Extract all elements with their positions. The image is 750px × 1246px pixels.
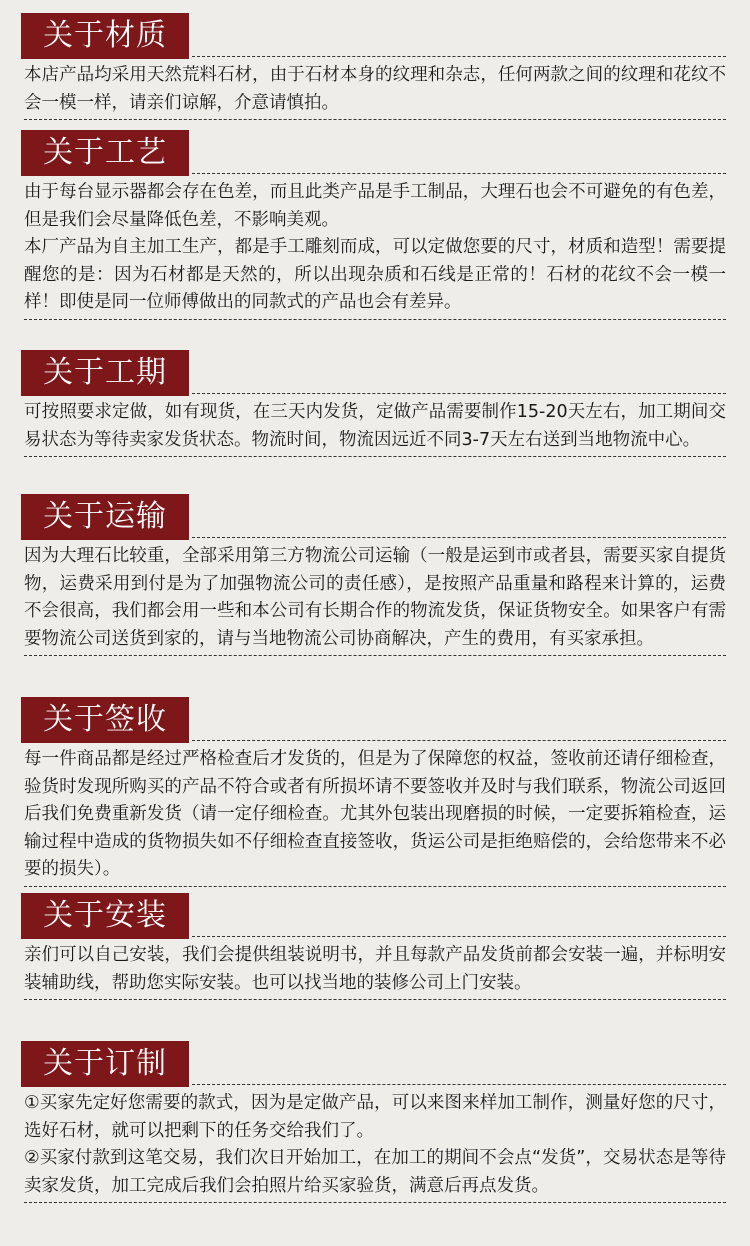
section-body: 因为大理石比较重，全部采用第三方物流公司运输（一般是运到市或者县，需要买家自提货物，运费采用到付是为了加强物流公司的责任感），是按照产品重量和路程来计算的，运费不会很高，我们都会用一些和本公司有长期合作的物流发货，保证货物安全。如果客户有需要物流公司送货到家的，请与当地物流公司协商解决，产生的费用，有买家承担。 xyxy=(24,546,726,649)
section-title: 关于工期 xyxy=(21,350,189,396)
section-schedule xyxy=(0,350,750,457)
dashed-divider xyxy=(24,999,726,1000)
section-customization xyxy=(0,1041,750,1203)
dashed-divider xyxy=(24,319,726,320)
section-material xyxy=(0,13,750,120)
dashed-divider xyxy=(192,537,726,538)
section-title: 关于运输 xyxy=(21,494,189,540)
dashed-divider xyxy=(192,740,726,741)
dashed-divider xyxy=(24,1202,726,1203)
dashed-divider xyxy=(192,173,726,174)
section-header xyxy=(0,350,750,396)
section-title: 关于工艺 xyxy=(21,130,189,176)
section-body: ①买家先定好您需要的款式，因为是定做产品，可以来图来样加工制作，测量好您的尺寸，选好石材，就可以把剩下的任务交给我们了。 ②买家付款到这笔交易，我们次日开始加工，在加工的期间不会点“发货”，交易状态是等待卖家发货，加工完成后我们会拍照片给买家验货，满意后再点发货。 xyxy=(24,1093,726,1196)
section-body: 由于每台显示器都会存在色差，而且此类产品是手工制品，大理石也会不可避免的有色差，但是我们会尽量降低色差，不影响美观。 本厂产品为自主加工生产，都是手工雕刻而成，可以定做您要的尺寸，材质和造型！需要提醒您的是：因为石材都是天然的，所以出现杂质和石线是正常的！石材的花纹不会一模一样！即使是同一位师傅做出的同款式的产品也会有差异。 xyxy=(24,182,726,312)
section-craft xyxy=(0,130,750,320)
dashed-divider xyxy=(192,936,726,937)
section-header xyxy=(0,130,750,176)
section-header xyxy=(0,893,750,939)
section-body: 亲们可以自己安装，我们会提供组装说明书，并且每款产品发货前都会安装一遍，并标明安装辅助线，帮助您实际安装。也可以找当地的装修公司上门安装。 xyxy=(24,945,726,993)
section-title: 关于订制 xyxy=(21,1041,189,1087)
dashed-divider xyxy=(192,393,726,394)
section-header xyxy=(0,1041,750,1087)
dashed-divider xyxy=(192,56,726,57)
section-body: 每一件商品都是经过严格检查后才发货的，但是为了保障您的权益，签收前还请仔细检查，验货时发现所购买的产品不符合或者有所损坏请不要签收并及时与我们联系，物流公司返回后我们免费重新发货（请一定仔细检查。尤其外包装出现磨损的时候，一定要拆箱检查，运输过程中造成的货物损失如不仔细检查直接签收，货运公司是拒绝赔偿的，会给您带来不必要的损失）。 xyxy=(24,749,726,879)
section-header xyxy=(0,494,750,540)
section-header xyxy=(0,13,750,59)
section-title: 关于签收 xyxy=(21,697,189,743)
dashed-divider xyxy=(24,456,726,457)
section-body: 可按照要求定做，如有现货，在三天内发货，定做产品需要制作15-20天左右，加工期间交易状态为等待卖家发货状态。物流时间，物流因远近不同3-7天左右送到当地物流中心。 xyxy=(24,402,726,450)
section-title: 关于安装 xyxy=(21,893,189,939)
dashed-divider xyxy=(24,655,726,656)
section-title: 关于材质 xyxy=(21,13,189,59)
section-installation xyxy=(0,893,750,1000)
dashed-divider xyxy=(192,1084,726,1085)
section-shipping xyxy=(0,494,750,656)
dashed-divider xyxy=(24,886,726,887)
dashed-divider xyxy=(24,119,726,120)
section-header xyxy=(0,697,750,743)
section-receipt xyxy=(0,697,750,887)
section-body: 本店产品均采用天然荒料石材，由于石材本身的纹理和杂志，任何两款之间的纹理和花纹不会一模一样，请亲们谅解，介意请慎拍。 xyxy=(24,65,726,113)
